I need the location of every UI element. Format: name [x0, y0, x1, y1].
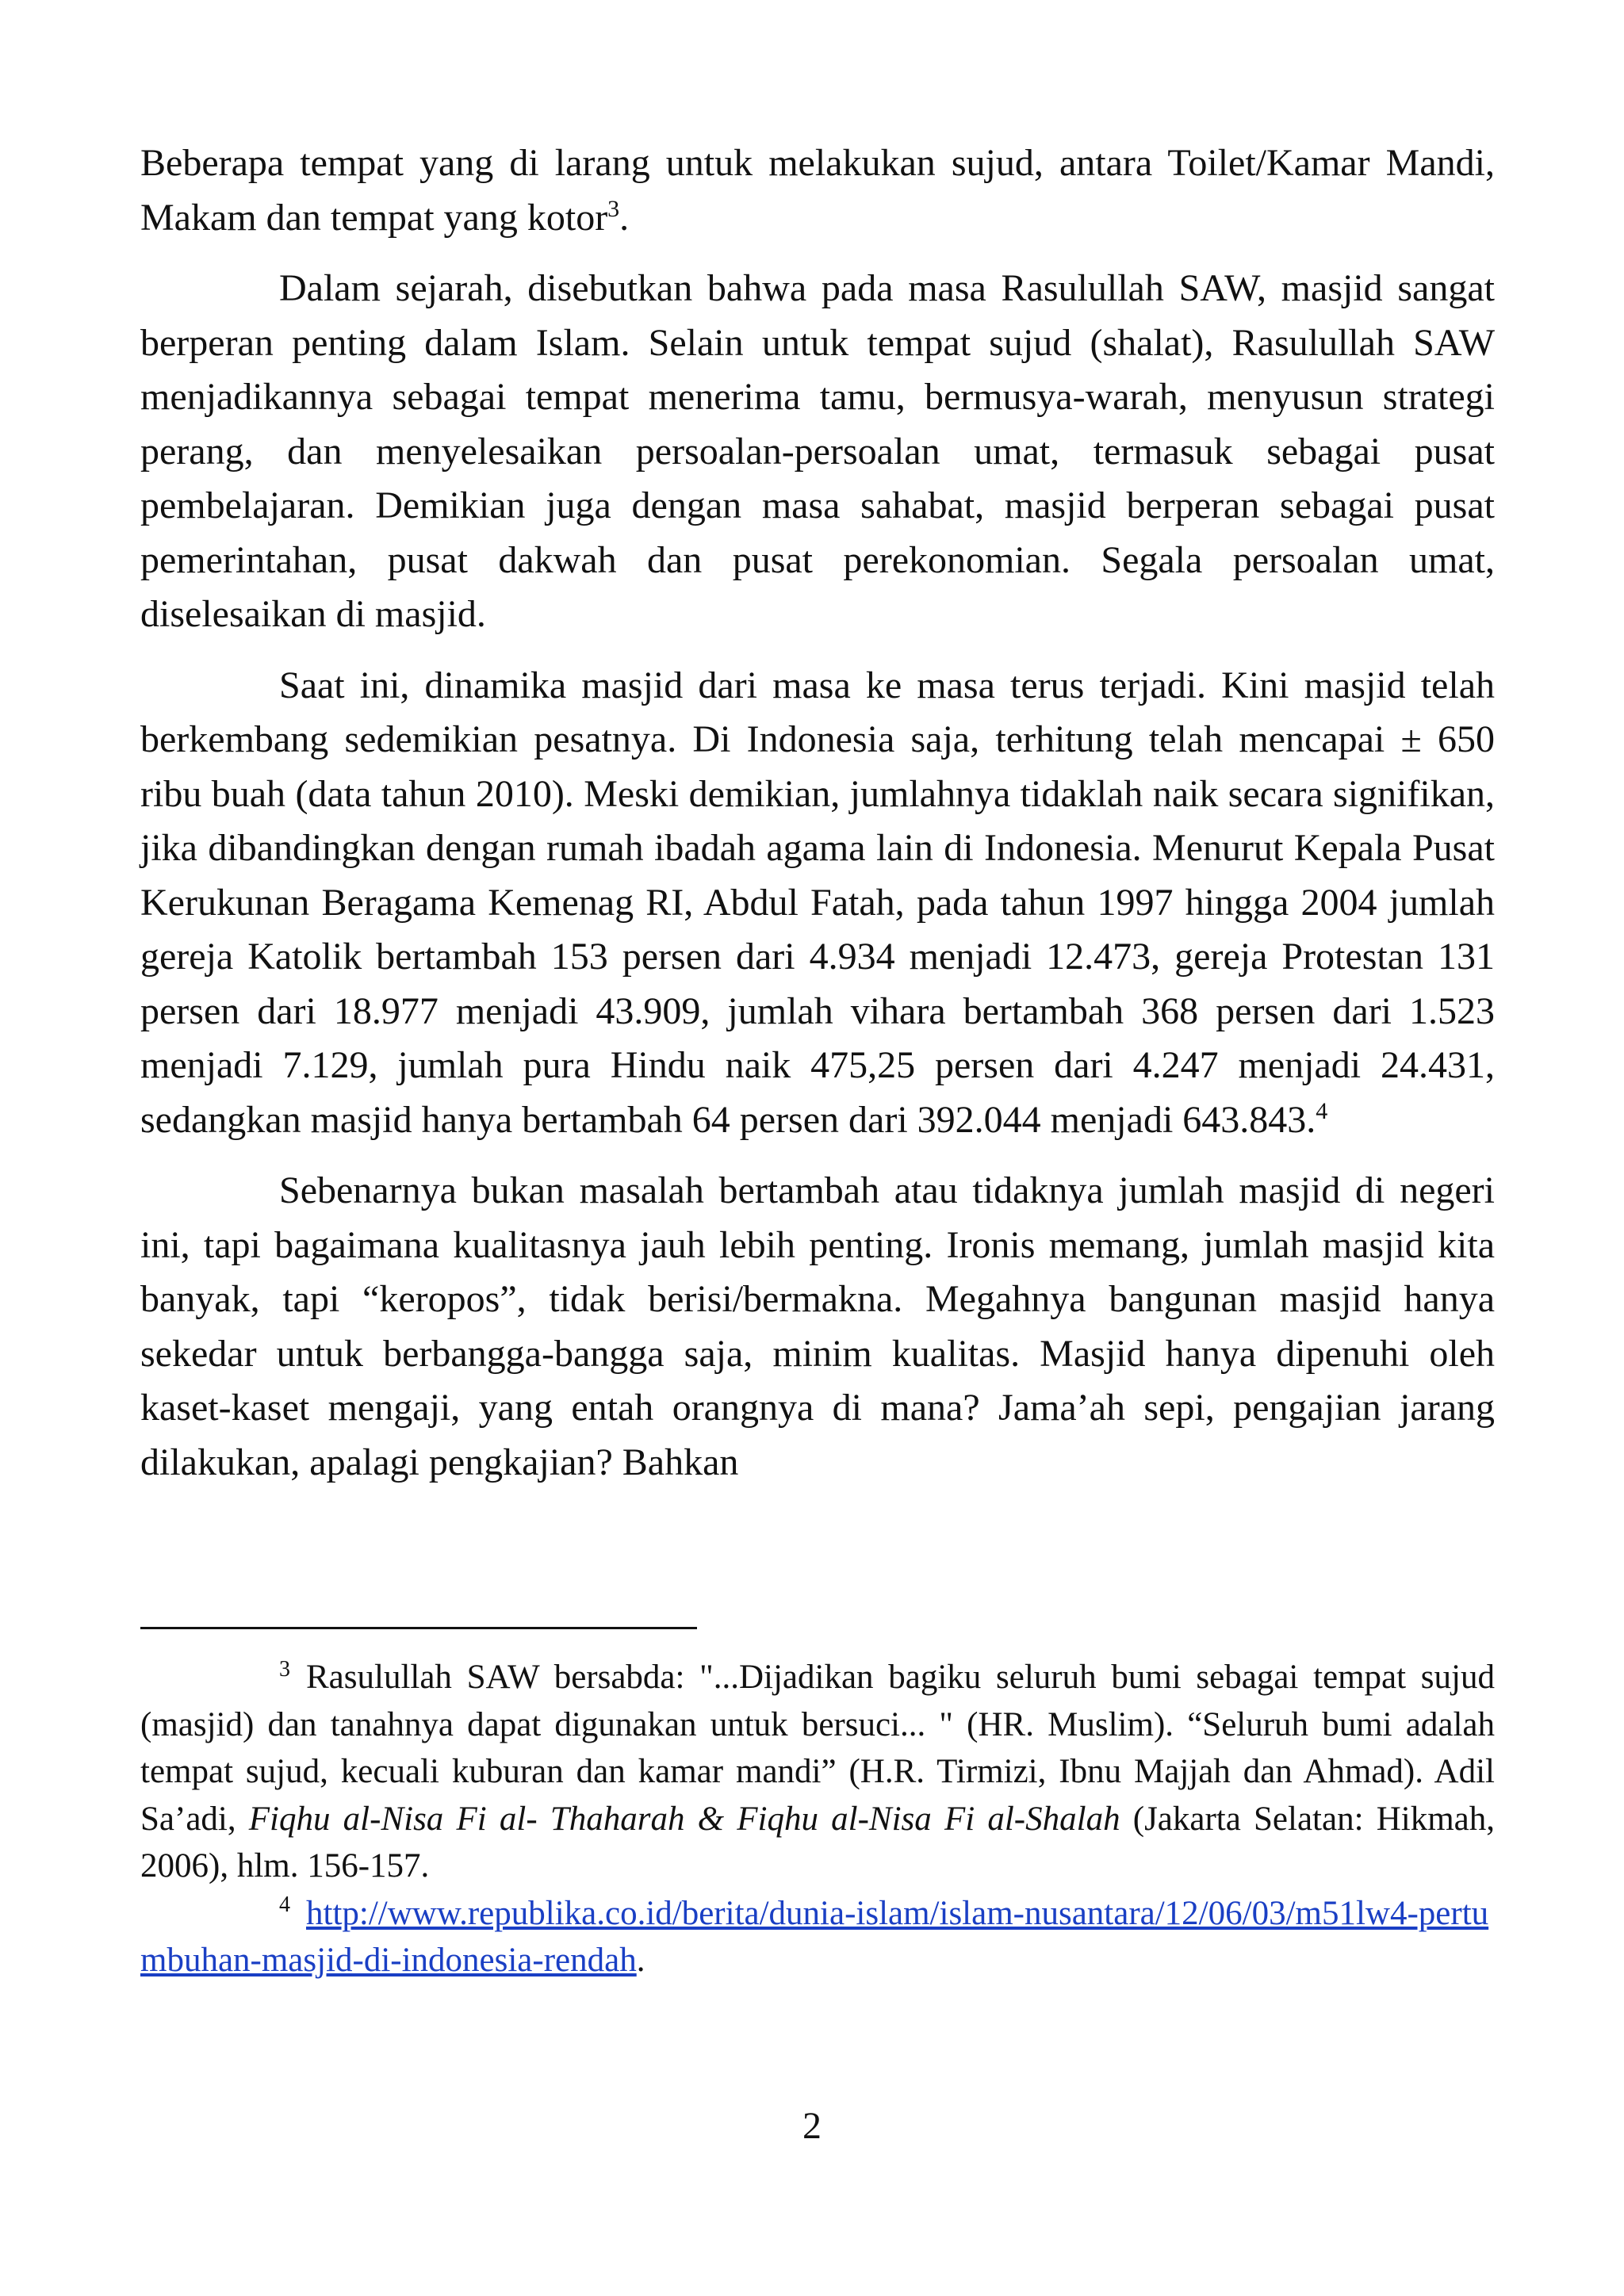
footnote-number-4: 4 — [279, 1892, 290, 1918]
paragraph-3-text: Saat ini, dinamika masjid dari masa ke masa terus terjadi. Kini masjid telah berkembang sedemikian pesatnya. Di Indonesia saja, terhitung telah mencapai ± 650 ribu buah (data tahun 2010). Meski demikian, jumlahnya tidaklah naik secara signifikan, jika dibandingkan dengan rumah ibadah agama lain di Indonesia. Menurut Kepala Pusat Kerukunan Beragama Kemenag RI, Abdul Fatah, pada tahun 1997 hingga 2004 jumlah gereja Katolik bertambah 153 persen dari 4.934 menjadi 12.473, gereja Protestan 131 persen dari 18.977 menjadi 43.909, jumlah vihara bertambah 368 persen dari 1.523 menjadi 7.129, jumlah pura Hindu naik 475,25 persen dari 4.247 menjadi 24.431, sedangkan masjid hanya bertambah 64 persen dari 392.044 menjadi 643.843. — [140, 664, 1495, 1141]
footnote-ref-3[interactable]: 3 — [607, 195, 620, 222]
paragraph-3 — [140, 659, 1495, 1148]
footnote-4-link[interactable]: http://www.republika.co.id/berita/dunia-islam/islam-nusantara/12/06/03/m51lw4-pertumbuhan-masjid-di-indonesia-rendah — [140, 1894, 1489, 1979]
paragraph-1-text: Beberapa tempat yang di larang untuk melakukan sujud, antara Toilet/Kamar Mandi, Makam dan tempat yang kotor — [140, 142, 1495, 239]
footnote-3-book-title: Fiqhu al-Nisa Fi al- Thaharah & Fiqhu al-Nisa Fi al-Shalah — [248, 1800, 1120, 1838]
footnote-4 — [140, 1890, 1495, 1984]
paragraph-2: Dalam sejarah, disebutkan bahwa pada masa Rasulullah SAW, masjid sangat berperan penting dalam Islam. Selain untuk tempat sujud (shalat), Rasulullah SAW menjadikannya sebagai tempat menerima tamu, bermusya-warah, menyusun strategi perang, dan menyelesaikan persoalan-persoalan umat, termasuk sebagai pusat pembelajaran. Demikian juga dengan masa sahabat, masjid berperan sebagai pusat pemerintahan, pusat dakwah dan pusat perekonomian. Segala persoalan umat, diselesaikan di masjid. — [140, 267, 1495, 635]
footnote-3-text-a: Rasulullah SAW bersabda: "...Dijadikan bagiku seluruh bumi sebagai tempat sujud (masjid) dan tanahnya dapat digunakan untuk bersuci... " (HR. Muslim). “Seluruh bumi adalah tempat sujud, kecuali kuburan dan kamar mandi” (H.R. Tirmizi, Ibnu Majjah dan Ahmad). Adil Sa’adi, — [140, 1659, 1495, 1838]
paragraph-4: Sebenarnya bukan masalah bertambah atau tidaknya jumlah masjid di negeri ini, tapi bagaimana kualitasnya jauh lebih penting. Ironis memang, jumlah masjid kita banyak, tapi “keropos”, tidak berisi/bermakna. Megahnya bangunan masjid hanya sekedar untuk berbangga-bangga saja, minim kualitas. Masjid hanya dipenuhi oleh kaset-kaset mengaji, yang entah orangnya di mana? Jama’ah sepi, pengajian jarang dilakukan, apalagi pengkajian? Bahkan — [140, 1169, 1495, 1483]
page-number: 2 — [802, 2105, 822, 2147]
footnote-4-tail: . — [636, 1942, 645, 1979]
footnote-ref-4[interactable]: 4 — [1316, 1097, 1328, 1124]
footnote-number-3: 3 — [279, 1656, 290, 1682]
footnotes — [140, 1654, 1495, 1984]
paragraph-1 — [140, 136, 1495, 245]
footnote-3 — [140, 1654, 1495, 1890]
page-body — [140, 136, 1495, 1490]
footnote-separator — [140, 1627, 697, 1629]
footnote-3-text-b: (Jakarta Selatan: Hikmah, 2006), hlm. 156-157. — [140, 1800, 1495, 1885]
paragraph-1-tail: . — [619, 196, 630, 239]
